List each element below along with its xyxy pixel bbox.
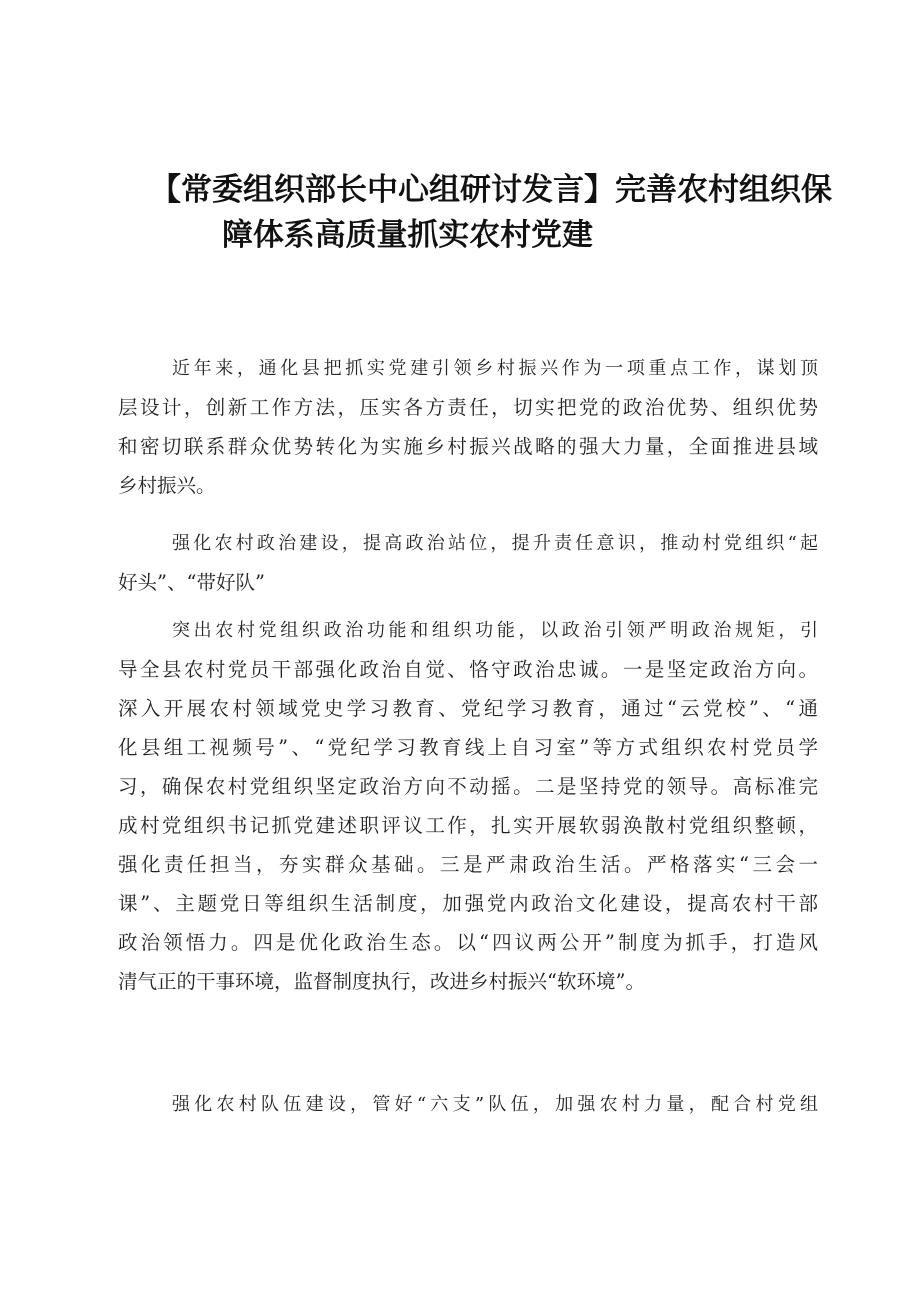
- title-line-1: 【常委组织部长中心组研讨发言】完善农村组织保: [150, 172, 832, 208]
- text-line: 深入开展农村领域党史学习教育、党纪学习教育，通过“云党校”、“通: [118, 697, 818, 720]
- text-line: 强化责任担当，夯实群众基础。三是严肃政治生活。严格落实“三会一: [118, 853, 818, 876]
- text-line: 强化农村政治建设，提高政治站位，提升责任意识，推动村党组织“起: [172, 533, 818, 554]
- text-line: 层设计，创新工作方法，压实各方责任，切实把党的政治优势、组织优势: [118, 396, 818, 419]
- document-title: [150, 168, 830, 258]
- text-line: 课”、主题党日等组织生活制度，加强党内政治文化建设，提高农村干部: [118, 892, 818, 915]
- text-line: 近年来，通化县把抓实党建引领乡村振兴作为一项重点工作，谋划顶: [172, 358, 818, 379]
- text-line: 和密切联系群众优势转化为实施乡村振兴战略的强大力量，全面推进县域: [118, 435, 818, 458]
- text-line: 突出农村党组织政治功能和组织功能，以政治引领严明政治规矩，引: [172, 620, 818, 641]
- text-line: 清气正的干事环境，监督制度执行，改进乡村振兴“软环境”。: [118, 970, 645, 993]
- text-line: 化县组工视频号”、“党纪学习教育线上自习室”等方式组织农村党员学: [118, 736, 818, 759]
- text-line: 好头”、“带好队”: [118, 571, 265, 594]
- text-line: 政治领悟力。四是优化政治生态。以“四议两公开”制度为抓手，打造风: [118, 931, 818, 954]
- title-line-2: 障体系高质量抓实农村党建: [222, 217, 593, 253]
- text-line: 习，确保农村党组织坚定政治方向不动摇。二是坚持党的领导。高标准完: [118, 775, 818, 798]
- text-line: 导全县农村党员干部强化政治自觉、恪守政治忠诚。一是坚定政治方向。: [118, 658, 818, 681]
- paragraph-intro: [118, 349, 818, 505]
- paragraph-section-heading-2: [118, 1085, 818, 1124]
- text-line: 乡村振兴。: [118, 474, 216, 497]
- paragraph-section-heading-1: [118, 524, 818, 602]
- paragraph-political-building: [118, 611, 818, 1001]
- text-line: 成村党组织书记抓党建述职评议工作，扎实开展软弱涣散村党组织整顿，: [118, 814, 818, 837]
- text-line: 强化农村队伍建设，管好“六支”队伍，加强农村力量，配合村党组: [172, 1094, 818, 1115]
